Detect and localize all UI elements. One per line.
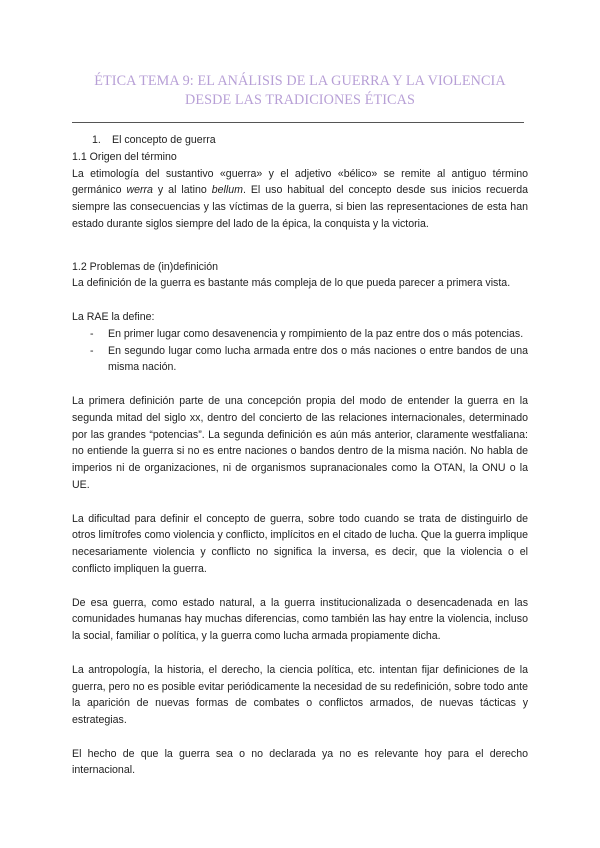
subsection-heading-1-1: 1.1 Origen del término: [72, 150, 177, 163]
title-divider: [72, 122, 524, 123]
paragraph-difficulty: La dificultad para definir el concepto de guerra, sobre todo cuando se trata de distinguirlo de otros limítrofes como violencia y conflicto, implícitos en el citado de lucha. Que la guerra implique necesariamente violencia y conflicto no significa la inversa, es decir, que la violencia o el conflicto impliquen la guerra.: [72, 512, 528, 575]
section-number: 1.: [92, 134, 101, 146]
paragraph-declared-war: El hecho de que la guerra sea o no declarada ya no es relevante hoy para el derecho internacional.: [72, 747, 528, 777]
paragraph-definition-complexity: La definición de la guerra es bastante más compleja de lo que pueda parecer a primera vista.: [72, 277, 511, 290]
paragraph-origin: La etimología del sustantivo «guerra» y el adjetivo «bélico» se remite al antiguo término germánico werra y al latino bellum. El uso habitual del concepto desde sus inicios recuerda siempre las consecuencias y las víctimas de la guerra, si bien las representaciones de esta han estado durante siglos siempre del lado de la épica, la conquista y la victoria.: [72, 167, 528, 230]
section-title: El concepto de guerra: [112, 134, 216, 146]
paragraph-first-definition: La primera definición parte de una concepción propia del modo de entender la guerra en la segunda mitad del siglo xx, dentro del concierto de las relaciones internacionales, determinado por las grandes “potencias”. La segunda definición es aún más anterior, claramente westfaliana: no entiende la guerra si no es entre naciones o bandos dentro de la misma nación. No habla de imperios ni de organizaciones, ni de organismos supranacionales como la OTAN, la ONU o la UE.: [72, 394, 528, 491]
paragraph-disciplines: La antropología, la historia, el derecho, la ciencia política, etc. intentan fijar definiciones de la guerra, pero no es posible evitar periódicamente la necesidad de su redefinición, sobre todo ante la aparición de nuevas formas de combates o conflictos armados, de nuevas tácticas y estrategias.: [72, 663, 528, 727]
subsection-heading-1-2: 1.2 Problemas de (in)definición: [72, 260, 219, 273]
page-title: ÉTICA TEMA 9: EL ANÁLISIS DE LA GUERRA Y LA VIOLENCIA DESDE LAS TRADICIONES ÉTICAS: [94, 73, 506, 108]
document-page: [72, 0, 528, 779]
rae-definitions-list: [72, 326, 528, 376]
term-werra: werra: [126, 184, 153, 197]
list-item: - En primer lugar como desavenencia y rompimiento de la paz entre dos o más potencias.: [90, 327, 524, 340]
paragraph-rae-intro: La RAE la define:: [72, 310, 155, 323]
term-bellum: bellum: [211, 184, 243, 197]
section-heading-1: [72, 132, 528, 149]
list-item: - En segundo lugar como lucha armada entre dos o más naciones o entre bandos de una misma nación.: [90, 344, 528, 374]
paragraph-natural-state: De esa guerra, como estado natural, a la guerra institucionalizada o desencadenada en las comunidades humanas hay muchas diferencias, como también las hay entre la violencia, incluso la social, familiar o política, y la guerra como lucha armada propiamente dicha.: [72, 596, 528, 643]
